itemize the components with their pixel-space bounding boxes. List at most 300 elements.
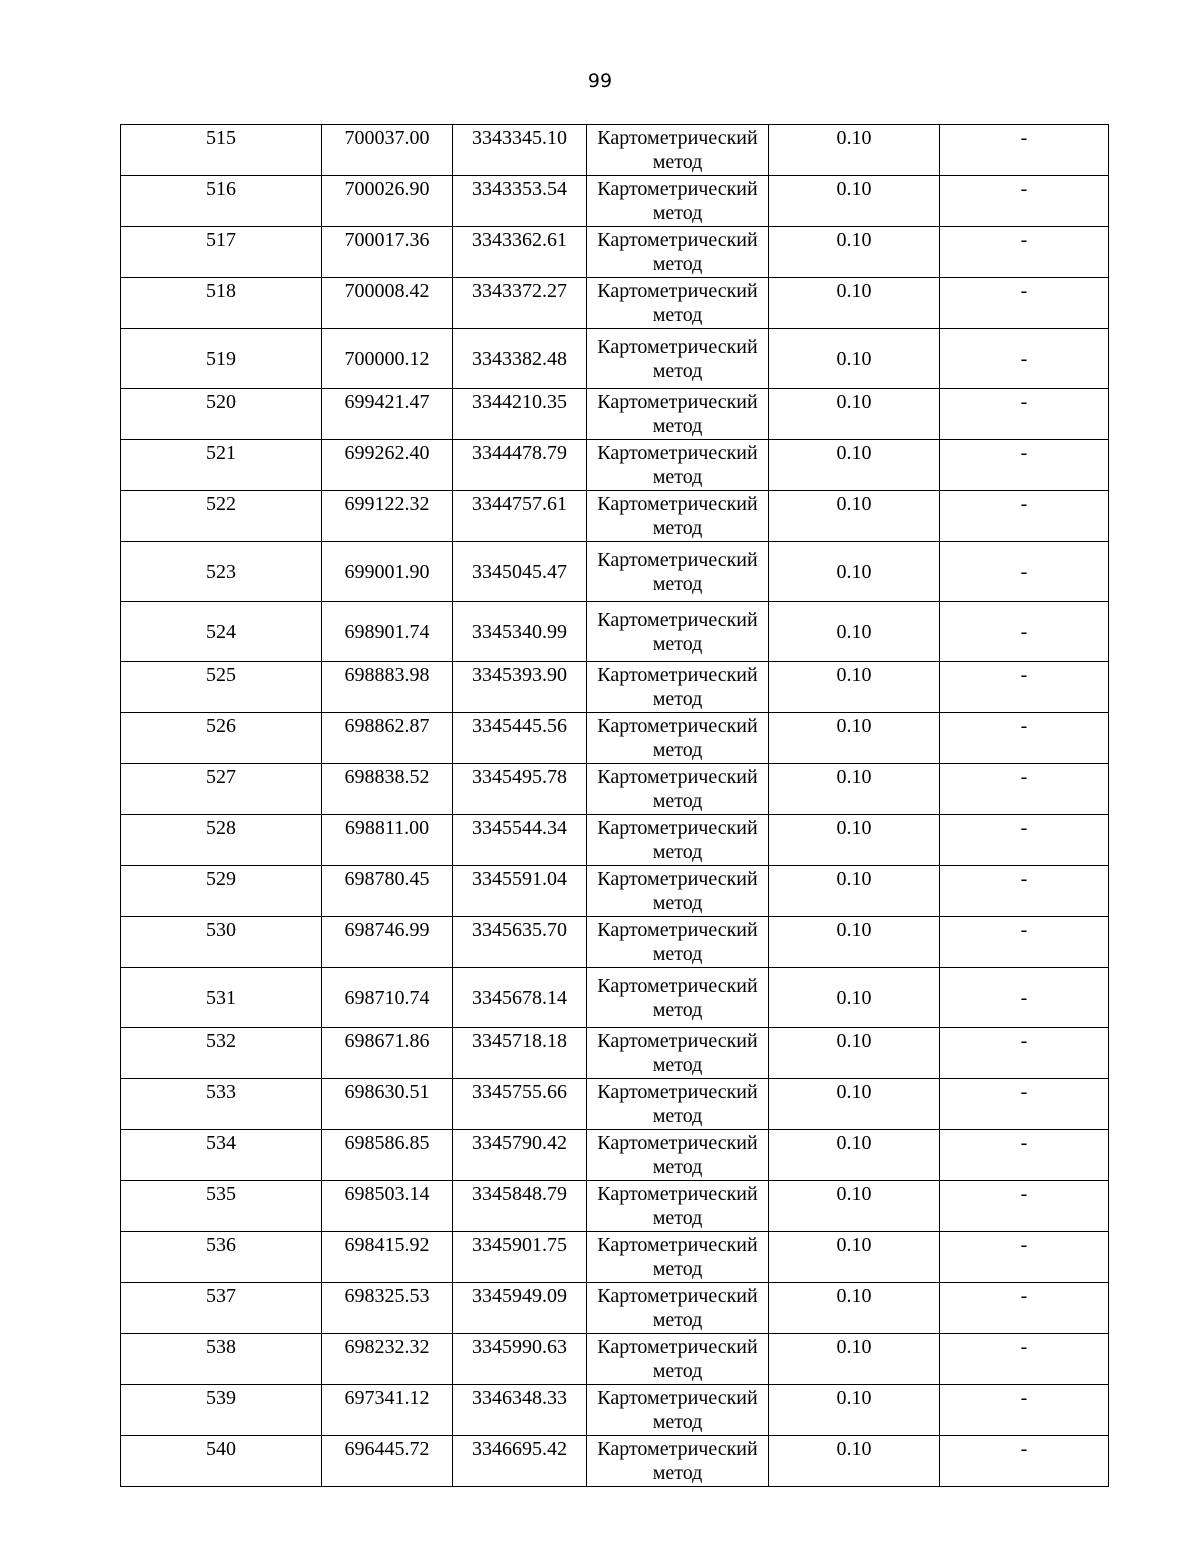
point-number-cell-value: 537 xyxy=(206,1285,236,1307)
accuracy-cell-value: 0.10 xyxy=(836,919,872,941)
method-cell xyxy=(587,815,769,866)
x-coordinate-cell-value: 698671.86 xyxy=(344,1030,430,1052)
point-number-cell-value: 536 xyxy=(206,1234,236,1256)
point-number-cell xyxy=(121,1130,322,1181)
y-coordinate-cell xyxy=(453,176,587,227)
method-cell xyxy=(587,1181,769,1232)
method-line-2: метод xyxy=(652,688,703,710)
table-row xyxy=(121,1181,1109,1232)
y-coordinate-cell-value: 3345990.63 xyxy=(472,1336,567,1358)
y-coordinate-cell xyxy=(453,1385,587,1436)
accuracy-cell-value: 0.10 xyxy=(836,442,872,464)
accuracy-cell xyxy=(769,662,940,713)
method-cell xyxy=(587,602,769,662)
accuracy-cell-value: 0.10 xyxy=(836,817,872,839)
table-row xyxy=(121,176,1109,227)
coordinates-table xyxy=(120,124,1109,1487)
point-number-cell xyxy=(121,917,322,968)
accuracy-cell-value: 0.10 xyxy=(836,229,872,251)
x-coordinate-cell xyxy=(322,1334,453,1385)
method-cell xyxy=(587,278,769,329)
point-number-cell-value: 522 xyxy=(206,493,236,515)
y-coordinate-cell xyxy=(453,968,587,1028)
table-row xyxy=(121,125,1109,176)
accuracy-cell-value: 0.10 xyxy=(836,1030,872,1052)
note-cell-value: - xyxy=(1020,715,1028,737)
method-line-2: метод xyxy=(652,841,703,863)
accuracy-cell xyxy=(769,602,940,662)
accuracy-cell xyxy=(769,125,940,176)
method-line-2: метод xyxy=(652,415,703,437)
note-cell xyxy=(940,1385,1109,1436)
y-coordinate-cell xyxy=(453,713,587,764)
note-cell-value: - xyxy=(1020,868,1028,890)
method-cell xyxy=(587,389,769,440)
method-line-1: Картометрический xyxy=(597,919,758,941)
table-row xyxy=(121,1130,1109,1181)
note-cell xyxy=(940,1028,1109,1079)
method-line-2: метод xyxy=(652,1105,703,1127)
method-cell xyxy=(587,1232,769,1283)
x-coordinate-cell-value: 698630.51 xyxy=(344,1081,430,1103)
note-cell xyxy=(940,662,1109,713)
method-line-1: Картометрический xyxy=(597,280,758,302)
y-coordinate-cell-value: 3345635.70 xyxy=(472,919,567,941)
x-coordinate-cell-value: 698780.45 xyxy=(344,868,430,890)
x-coordinate-cell-value: 696445.72 xyxy=(344,1438,430,1460)
x-coordinate-cell-value: 698710.74 xyxy=(344,986,430,1009)
method-line-2: метод xyxy=(652,1411,703,1433)
method-line-2: метод xyxy=(652,1207,703,1229)
method-cell xyxy=(587,1436,769,1487)
method-cell xyxy=(587,866,769,917)
accuracy-cell xyxy=(769,917,940,968)
method-line-1: Картометрический xyxy=(597,1081,758,1103)
method-line-1: Картометрический xyxy=(597,1387,758,1409)
accuracy-cell-value: 0.10 xyxy=(836,560,872,583)
accuracy-cell xyxy=(769,1436,940,1487)
point-number-cell xyxy=(121,1385,322,1436)
note-cell-value: - xyxy=(1020,919,1028,941)
table-row xyxy=(121,968,1109,1028)
point-number-cell xyxy=(121,764,322,815)
note-cell-value: - xyxy=(1020,127,1028,149)
x-coordinate-cell xyxy=(322,815,453,866)
method-cell xyxy=(587,227,769,278)
x-coordinate-cell xyxy=(322,278,453,329)
y-coordinate-cell xyxy=(453,389,587,440)
point-number-cell-value: 518 xyxy=(206,280,236,302)
method-cell xyxy=(587,917,769,968)
point-number-cell xyxy=(121,389,322,440)
table-row xyxy=(121,866,1109,917)
table-row xyxy=(121,1028,1109,1079)
x-coordinate-cell-value: 697341.12 xyxy=(344,1387,430,1409)
y-coordinate-cell xyxy=(453,1232,587,1283)
note-cell-value: - xyxy=(1020,280,1028,302)
note-cell xyxy=(940,713,1109,764)
method-line-1: Картометрический xyxy=(597,335,758,358)
x-coordinate-cell-value: 698838.52 xyxy=(344,766,430,788)
point-number-cell-value: 516 xyxy=(206,178,236,200)
method-line-1: Картометрический xyxy=(597,1438,758,1460)
method-line-2: метод xyxy=(652,572,703,595)
y-coordinate-cell-value: 3343353.54 xyxy=(472,178,567,200)
y-coordinate-cell-value: 3345495.78 xyxy=(472,766,567,788)
method-cell xyxy=(587,125,769,176)
method-line-1: Картометрический xyxy=(597,1285,758,1307)
note-cell-value: - xyxy=(1020,1336,1028,1358)
point-number-cell-value: 532 xyxy=(206,1030,236,1052)
y-coordinate-cell-value: 3345544.34 xyxy=(472,817,567,839)
y-coordinate-cell-value: 3344210.35 xyxy=(472,391,567,413)
accuracy-cell-value: 0.10 xyxy=(836,715,872,737)
accuracy-cell xyxy=(769,491,940,542)
method-line-2: метод xyxy=(652,1258,703,1280)
note-cell-value: - xyxy=(1020,1387,1028,1409)
method-line-2: метод xyxy=(652,1360,703,1382)
x-coordinate-cell xyxy=(322,1079,453,1130)
method-line-2: метод xyxy=(652,943,703,965)
note-cell-value: - xyxy=(1020,664,1028,686)
method-cell xyxy=(587,1130,769,1181)
note-cell-value: - xyxy=(1020,1285,1028,1307)
point-number-cell-value: 533 xyxy=(206,1081,236,1103)
note-cell xyxy=(940,1334,1109,1385)
accuracy-cell-value: 0.10 xyxy=(836,347,872,370)
point-number-cell xyxy=(121,1436,322,1487)
note-cell-value: - xyxy=(1020,1234,1028,1256)
note-cell xyxy=(940,176,1109,227)
table-row xyxy=(121,1079,1109,1130)
accuracy-cell-value: 0.10 xyxy=(836,391,872,413)
point-number-cell xyxy=(121,125,322,176)
y-coordinate-cell-value: 3345790.42 xyxy=(472,1132,567,1154)
point-number-cell-value: 520 xyxy=(206,391,236,413)
method-line-1: Картометрический xyxy=(597,548,758,571)
method-line-1: Картометрический xyxy=(597,127,758,149)
note-cell-value: - xyxy=(1020,1030,1028,1052)
x-coordinate-cell-value: 699262.40 xyxy=(344,442,430,464)
method-line-2: метод xyxy=(652,151,703,173)
method-line-2: метод xyxy=(652,739,703,761)
table-row xyxy=(121,1232,1109,1283)
point-number-cell xyxy=(121,1232,322,1283)
accuracy-cell-value: 0.10 xyxy=(836,178,872,200)
note-cell xyxy=(940,278,1109,329)
accuracy-cell-value: 0.10 xyxy=(836,1336,872,1358)
accuracy-cell xyxy=(769,1385,940,1436)
y-coordinate-cell xyxy=(453,440,587,491)
y-coordinate-cell xyxy=(453,1436,587,1487)
y-coordinate-cell xyxy=(453,1130,587,1181)
point-number-cell-value: 538 xyxy=(206,1336,236,1358)
table-row xyxy=(121,542,1109,602)
note-cell xyxy=(940,764,1109,815)
point-number-cell-value: 529 xyxy=(206,868,236,890)
method-line-2: метод xyxy=(652,632,703,655)
x-coordinate-cell-value: 698883.98 xyxy=(344,664,430,686)
method-line-1: Картометрический xyxy=(597,608,758,631)
accuracy-cell xyxy=(769,227,940,278)
note-cell xyxy=(940,542,1109,602)
y-coordinate-cell xyxy=(453,764,587,815)
x-coordinate-cell xyxy=(322,1385,453,1436)
x-coordinate-cell-value: 698325.53 xyxy=(344,1285,430,1307)
x-coordinate-cell-value: 700037.00 xyxy=(344,127,430,149)
accuracy-cell xyxy=(769,1028,940,1079)
accuracy-cell-value: 0.10 xyxy=(836,766,872,788)
point-number-cell-value: 528 xyxy=(206,817,236,839)
point-number-cell-value: 519 xyxy=(206,347,236,370)
point-number-cell xyxy=(121,1283,322,1334)
accuracy-cell xyxy=(769,389,940,440)
point-number-cell-value: 521 xyxy=(206,442,236,464)
note-cell-value: - xyxy=(1020,391,1028,413)
accuracy-cell-value: 0.10 xyxy=(836,1132,872,1154)
method-line-1: Картометрический xyxy=(597,1030,758,1052)
x-coordinate-cell xyxy=(322,389,453,440)
point-number-cell xyxy=(121,866,322,917)
point-number-cell xyxy=(121,662,322,713)
note-cell-value: - xyxy=(1020,1132,1028,1154)
x-coordinate-cell xyxy=(322,866,453,917)
y-coordinate-cell xyxy=(453,227,587,278)
method-line-1: Картометрический xyxy=(597,178,758,200)
accuracy-cell xyxy=(769,1334,940,1385)
method-line-1: Картометрический xyxy=(597,493,758,515)
note-cell-value: - xyxy=(1020,766,1028,788)
method-cell xyxy=(587,1283,769,1334)
accuracy-cell xyxy=(769,440,940,491)
y-coordinate-cell xyxy=(453,491,587,542)
x-coordinate-cell-value: 698415.92 xyxy=(344,1234,430,1256)
x-coordinate-cell xyxy=(322,542,453,602)
point-number-cell-value: 523 xyxy=(206,560,236,583)
accuracy-cell-value: 0.10 xyxy=(836,127,872,149)
method-line-2: метод xyxy=(652,304,703,326)
method-line-1: Картометрический xyxy=(597,817,758,839)
point-number-cell xyxy=(121,713,322,764)
x-coordinate-cell xyxy=(322,1181,453,1232)
x-coordinate-cell-value: 700017.36 xyxy=(344,229,430,251)
accuracy-cell-value: 0.10 xyxy=(836,1183,872,1205)
point-number-cell-value: 526 xyxy=(206,715,236,737)
x-coordinate-cell-value: 699122.32 xyxy=(344,493,430,515)
accuracy-cell xyxy=(769,1079,940,1130)
note-cell xyxy=(940,917,1109,968)
note-cell-value: - xyxy=(1020,560,1028,583)
method-line-2: метод xyxy=(652,1309,703,1331)
y-coordinate-cell-value: 3345591.04 xyxy=(472,868,567,890)
point-number-cell xyxy=(121,278,322,329)
method-line-1: Картометрический xyxy=(597,974,758,997)
accuracy-cell xyxy=(769,713,940,764)
accuracy-cell-value: 0.10 xyxy=(836,1438,872,1460)
method-line-2: метод xyxy=(652,359,703,382)
note-cell-value: - xyxy=(1020,1183,1028,1205)
point-number-cell xyxy=(121,440,322,491)
note-cell-value: - xyxy=(1020,1438,1028,1460)
table-row xyxy=(121,491,1109,542)
y-coordinate-cell xyxy=(453,866,587,917)
point-number-cell xyxy=(121,227,322,278)
table-row xyxy=(121,602,1109,662)
note-cell xyxy=(940,125,1109,176)
accuracy-cell-value: 0.10 xyxy=(836,1234,872,1256)
accuracy-cell-value: 0.10 xyxy=(836,280,872,302)
method-cell xyxy=(587,176,769,227)
note-cell xyxy=(940,1130,1109,1181)
accuracy-cell-value: 0.10 xyxy=(836,620,872,643)
y-coordinate-cell-value: 3345718.18 xyxy=(472,1030,567,1052)
x-coordinate-cell xyxy=(322,491,453,542)
table-row xyxy=(121,662,1109,713)
y-coordinate-cell-value: 3344478.79 xyxy=(472,442,567,464)
point-number-cell-value: 539 xyxy=(206,1387,236,1409)
point-number-cell xyxy=(121,1181,322,1232)
accuracy-cell xyxy=(769,866,940,917)
y-coordinate-cell-value: 3346695.42 xyxy=(472,1438,567,1460)
point-number-cell-value: 530 xyxy=(206,919,236,941)
x-coordinate-cell-value: 700008.42 xyxy=(344,280,430,302)
accuracy-cell-value: 0.10 xyxy=(836,1387,872,1409)
table-row xyxy=(121,1334,1109,1385)
method-line-2: метод xyxy=(652,998,703,1021)
note-cell xyxy=(940,1232,1109,1283)
x-coordinate-cell xyxy=(322,176,453,227)
method-line-1: Картометрический xyxy=(597,391,758,413)
point-number-cell xyxy=(121,1079,322,1130)
note-cell xyxy=(940,1283,1109,1334)
accuracy-cell xyxy=(769,176,940,227)
y-coordinate-cell xyxy=(453,125,587,176)
y-coordinate-cell xyxy=(453,278,587,329)
x-coordinate-cell xyxy=(322,602,453,662)
note-cell xyxy=(940,329,1109,389)
accuracy-cell-value: 0.10 xyxy=(836,1081,872,1103)
method-line-2: метод xyxy=(652,1156,703,1178)
x-coordinate-cell-value: 700026.90 xyxy=(344,178,430,200)
y-coordinate-cell xyxy=(453,1181,587,1232)
note-cell xyxy=(940,389,1109,440)
method-cell xyxy=(587,1334,769,1385)
table-row xyxy=(121,389,1109,440)
accuracy-cell xyxy=(769,815,940,866)
accuracy-cell-value: 0.10 xyxy=(836,986,872,1009)
method-cell xyxy=(587,713,769,764)
x-coordinate-cell-value: 698811.00 xyxy=(344,817,430,839)
note-cell xyxy=(940,1436,1109,1487)
method-line-1: Картометрический xyxy=(597,766,758,788)
table-body xyxy=(121,125,1109,1487)
note-cell-value: - xyxy=(1020,817,1028,839)
method-line-2: метод xyxy=(652,253,703,275)
x-coordinate-cell-value: 698232.32 xyxy=(344,1336,430,1358)
point-number-cell-value: 535 xyxy=(206,1183,236,1205)
y-coordinate-cell-value: 3346348.33 xyxy=(472,1387,567,1409)
y-coordinate-cell-value: 3345949.09 xyxy=(472,1285,567,1307)
method-cell xyxy=(587,1385,769,1436)
table-row xyxy=(121,227,1109,278)
note-cell xyxy=(940,968,1109,1028)
note-cell-value: - xyxy=(1020,620,1028,643)
x-coordinate-cell-value: 699421.47 xyxy=(344,391,430,413)
method-line-2: метод xyxy=(652,1054,703,1076)
y-coordinate-cell-value: 3345045.47 xyxy=(472,560,567,583)
table-row xyxy=(121,1436,1109,1487)
method-line-2: метод xyxy=(652,202,703,224)
method-line-1: Картометрический xyxy=(597,442,758,464)
method-cell xyxy=(587,440,769,491)
point-number-cell xyxy=(121,1028,322,1079)
x-coordinate-cell xyxy=(322,1028,453,1079)
x-coordinate-cell xyxy=(322,329,453,389)
point-number-cell xyxy=(121,542,322,602)
x-coordinate-cell xyxy=(322,1436,453,1487)
point-number-cell-value: 525 xyxy=(206,664,236,686)
note-cell-value: - xyxy=(1020,178,1028,200)
note-cell-value: - xyxy=(1020,986,1028,1009)
accuracy-cell-value: 0.10 xyxy=(836,868,872,890)
x-coordinate-cell-value: 700000.12 xyxy=(344,347,430,370)
accuracy-cell xyxy=(769,764,940,815)
note-cell xyxy=(940,866,1109,917)
method-line-1: Картометрический xyxy=(597,1132,758,1154)
y-coordinate-cell-value: 3343382.48 xyxy=(472,347,567,370)
method-cell xyxy=(587,491,769,542)
y-coordinate-cell xyxy=(453,329,587,389)
y-coordinate-cell-value: 3343362.61 xyxy=(472,229,567,251)
point-number-cell xyxy=(121,176,322,227)
note-cell xyxy=(940,491,1109,542)
x-coordinate-cell xyxy=(322,1283,453,1334)
method-line-2: метод xyxy=(652,892,703,914)
y-coordinate-cell-value: 3345678.14 xyxy=(472,986,567,1009)
y-coordinate-cell xyxy=(453,662,587,713)
point-number-cell-value: 534 xyxy=(206,1132,236,1154)
method-cell xyxy=(587,1028,769,1079)
point-number-cell xyxy=(121,491,322,542)
note-cell-value: - xyxy=(1020,493,1028,515)
y-coordinate-cell-value: 3345393.90 xyxy=(472,664,567,686)
point-number-cell xyxy=(121,329,322,389)
method-cell xyxy=(587,662,769,713)
method-line-1: Картометрический xyxy=(597,1234,758,1256)
point-number-cell xyxy=(121,815,322,866)
y-coordinate-cell xyxy=(453,542,587,602)
y-coordinate-cell xyxy=(453,1283,587,1334)
y-coordinate-cell xyxy=(453,602,587,662)
method-line-2: метод xyxy=(652,466,703,488)
accuracy-cell xyxy=(769,329,940,389)
table-row xyxy=(121,1385,1109,1436)
point-number-cell-value: 540 xyxy=(206,1438,236,1460)
accuracy-cell-value: 0.10 xyxy=(836,1285,872,1307)
note-cell xyxy=(940,227,1109,278)
x-coordinate-cell-value: 698503.14 xyxy=(344,1183,430,1205)
accuracy-cell xyxy=(769,1283,940,1334)
y-coordinate-cell xyxy=(453,1079,587,1130)
y-coordinate-cell-value: 3343345.10 xyxy=(472,127,567,149)
y-coordinate-cell-value: 3345755.66 xyxy=(472,1081,567,1103)
method-cell xyxy=(587,968,769,1028)
accuracy-cell xyxy=(769,1181,940,1232)
accuracy-cell xyxy=(769,1130,940,1181)
y-coordinate-cell xyxy=(453,917,587,968)
y-coordinate-cell-value: 3344757.61 xyxy=(472,493,567,515)
table-row xyxy=(121,815,1109,866)
